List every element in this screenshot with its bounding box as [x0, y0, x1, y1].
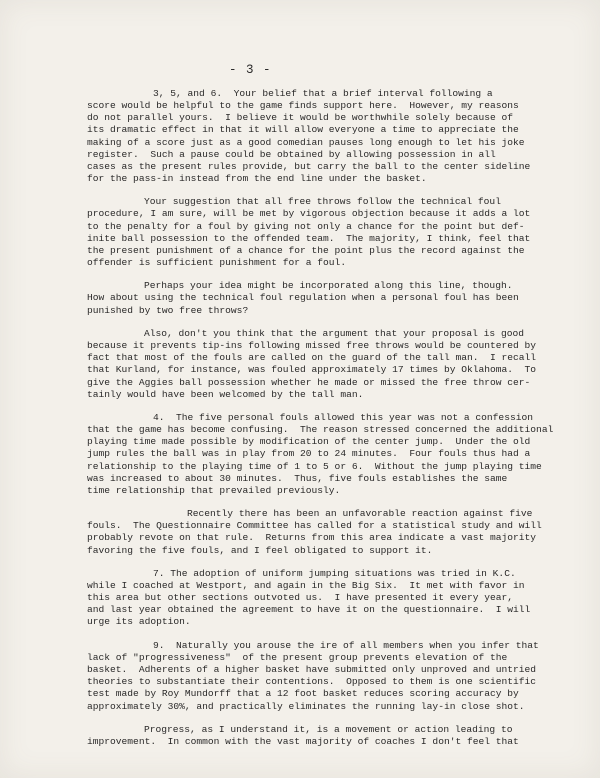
- text-line: punished by two free throws?: [87, 304, 249, 316]
- text-line: Your suggestion that all free throws follow the technical foul: [144, 196, 501, 208]
- text-line: relationship to the playing time of 1 to 5 or 6. Without the jump playing time: [87, 460, 542, 472]
- text-line: was increased to about 30 minutes. Thus, five fouls establishes the same: [87, 472, 508, 484]
- text-line: 9. Naturally you arouse the ire of all members when you infer that: [153, 639, 539, 651]
- text-line: playing time made possible by modification of the center jump. Under the old: [87, 436, 531, 448]
- text-line: improvement. In common with the vast majority of coaches I don't feel that: [87, 735, 519, 747]
- text-line: offender is sufficient punishment for a foul.: [87, 257, 347, 269]
- paragraph-3-5-6: [87, 88, 587, 185]
- text-line: 4. The five personal fouls allowed this year was not a confession: [153, 411, 533, 423]
- paragraph-7: [87, 568, 587, 629]
- text-line: How about using the technical foul regulation when a personal foul has been: [87, 292, 519, 304]
- text-line: 3, 5, and 6. Your belief that a brief interval following a: [153, 88, 493, 99]
- text-line: fact that most of the fouls are called on the guard of the tall man. I recall: [87, 352, 537, 364]
- text-line: test made by Roy Mundorff that a 12 foot basket reduces scoring accuracy by: [87, 688, 519, 700]
- paragraph-tip-ins: [87, 328, 587, 401]
- text-line: while I coached at Westport, and again in the Big Six. It met with favor in: [87, 580, 525, 592]
- text-line: because it prevents tip-ins following missed free throws would be countered by: [87, 340, 537, 352]
- text-line: Progress, as I understand it, is a movement or action leading to: [144, 723, 513, 735]
- text-line: this area but other sections outvoted us. I have presented it every year,: [87, 592, 514, 604]
- text-line: to the penalty for a foul by giving not only a chance for the point but def-: [87, 220, 525, 232]
- text-line: probably revote on that rule. Returns from this area indicate a vast majority: [87, 532, 537, 544]
- text-line: its dramatic effect in that it will allow everyone a time to appreciate the: [87, 124, 519, 136]
- paragraph-free-throws: [87, 196, 587, 269]
- page-number: - 3 -: [229, 63, 272, 77]
- text-line: score would be helpful to the game finds support here. However, my reasons: [87, 100, 519, 112]
- text-line: urge its adoption.: [87, 616, 191, 628]
- text-line: that the game has become confusing. The reason stressed concerned the additional: [87, 424, 554, 436]
- text-line: register. Such a pause could be obtained by allowing possession in all: [87, 148, 496, 160]
- text-line: lack of "progressiveness" of the present group prevents elevation of the: [87, 651, 508, 663]
- text-line: making of a score just as a good comedian pauses long enough to let his joke: [87, 136, 525, 148]
- text-line: jump rules the ball was in play from 20 to 24 minutes. Four fouls thus had a: [87, 448, 531, 460]
- text-line: and last year obtained the agreement to have it on the questionnaire. I will: [87, 604, 531, 616]
- text-line: cases as the present rules provide, but carry the ball to the center sideline: [87, 160, 531, 172]
- text-line: procedure, I am sure, will be met by vigorous objection because it adds a lot: [87, 208, 531, 220]
- letter-body: [87, 88, 587, 748]
- text-line: approximately 30%, and practically eliminates the running lay-in close shot.: [87, 700, 525, 712]
- text-line: favoring the five fouls, and I feel obligated to support it.: [87, 544, 433, 556]
- text-line: for the pass-in instead from the end line under the basket.: [87, 172, 427, 184]
- paragraph-idea: [87, 280, 587, 316]
- text-line: give the Aggies ball possession whether he made or missed the free throw cer-: [87, 376, 531, 388]
- text-line: Recently there has been an unfavorable reaction against five: [187, 508, 533, 520]
- text-line: tainly would have been welcomed by the tall man.: [87, 388, 364, 400]
- paragraph-reaction: [87, 508, 587, 557]
- text-line: fouls. The Questionnaire Committee has called for a statistical study and will: [87, 520, 542, 532]
- text-line: time relationship that prevailed previously.: [87, 484, 341, 496]
- paragraph-4: [87, 412, 587, 497]
- text-line: 7. The adoption of uniform jumping situations was tried in K.C.: [153, 567, 516, 579]
- text-line: basket. Adherents of a higher basket have submitted only unproved and untried: [87, 664, 537, 676]
- text-line: Also, don't you think that the argument that your proposal is good: [144, 327, 524, 339]
- text-line: that Kurland, for instance, was fouled approximately 17 times by Oklahoma. To: [87, 364, 537, 376]
- text-line: do not parallel yours. I believe it would be worthwhile solely because of: [87, 112, 514, 124]
- paragraph-9: [87, 640, 587, 713]
- text-line: theories to substantiate their contentions. Opposed to them is one scientific: [87, 676, 537, 688]
- text-line: the present punishment of a chance for the point plus the record against the: [87, 244, 525, 256]
- text-line: inite ball possession to the offended team. The majority, I think, feel that: [87, 232, 531, 244]
- text-line: Perhaps your idea might be incorporated along this line, though.: [144, 280, 513, 292]
- paragraph-progress: [87, 724, 587, 748]
